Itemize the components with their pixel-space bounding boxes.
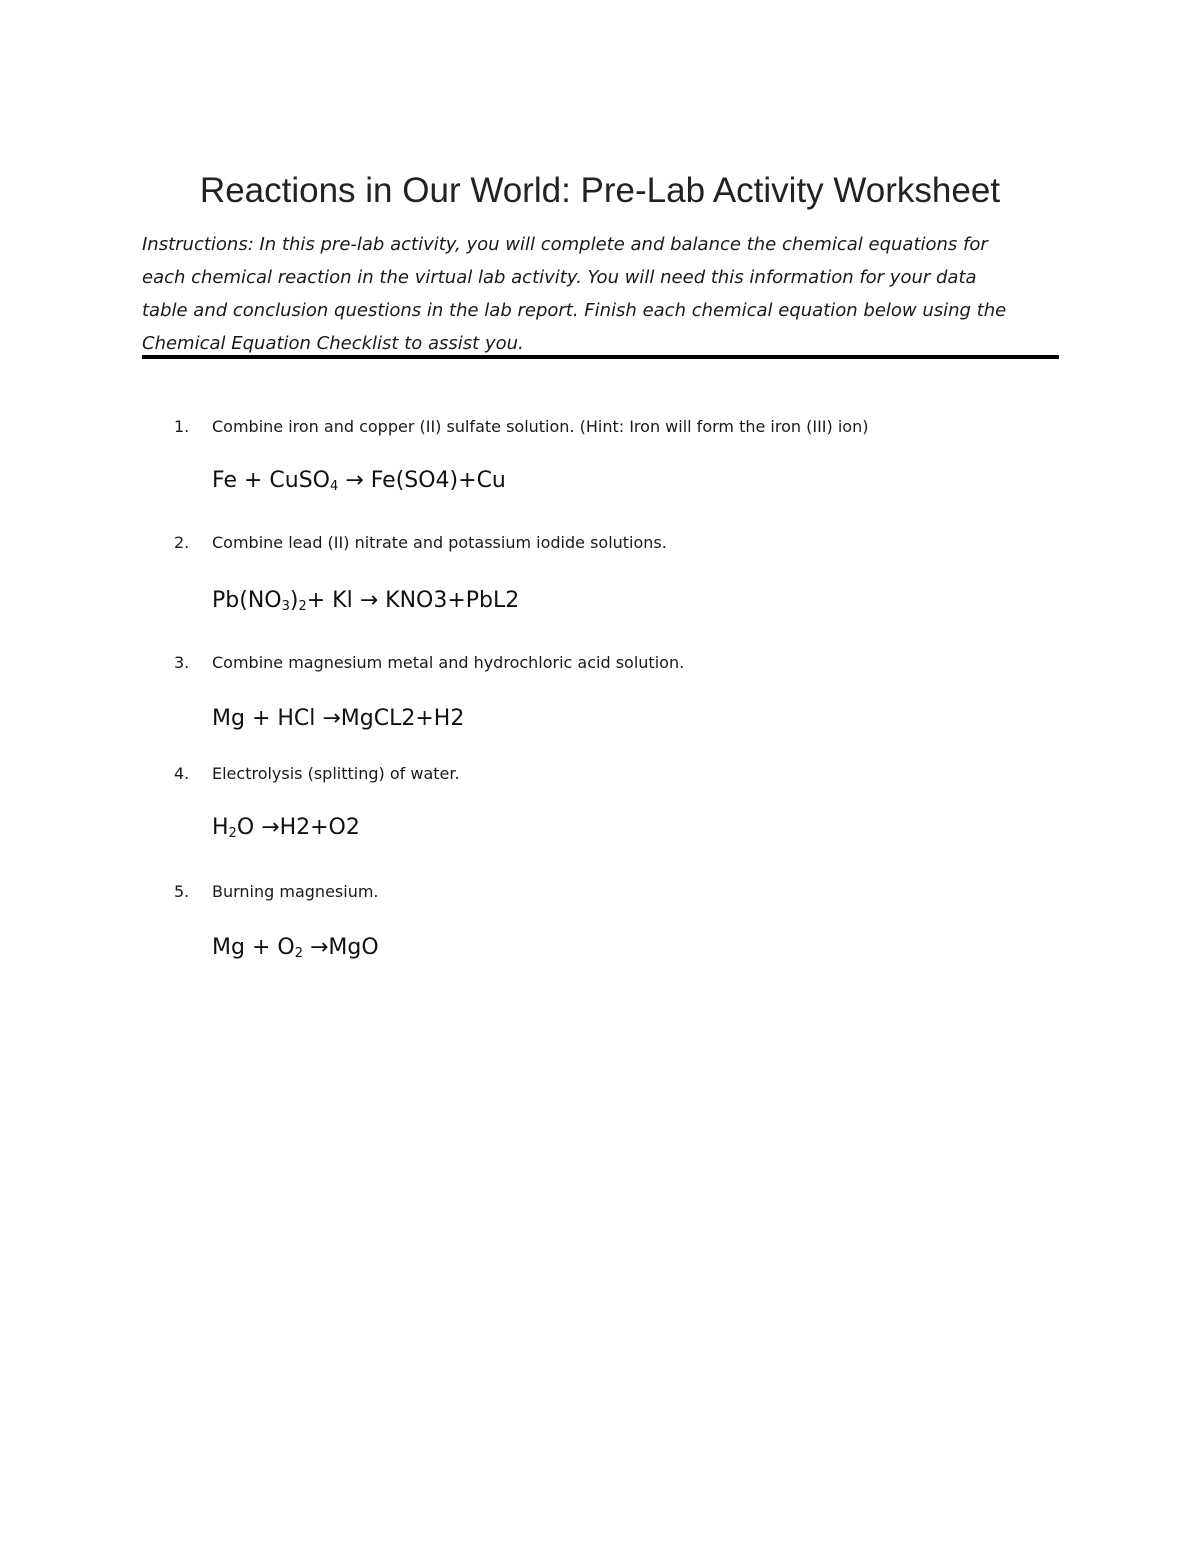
instructions-line: each chemical reaction in the virtual lab activity. You will need this information for your data (142, 267, 977, 288)
equation-part: Mg + HCl →MgCL2+H2 (212, 706, 465, 731)
equation-subscript: 2 (228, 826, 237, 841)
item-number: 4. (174, 764, 190, 783)
item-prompt: Combine iron and copper (II) sulfate solution. (Hint: Iron will form the iron (III) ion) (212, 417, 869, 436)
item-number: 3. (174, 653, 190, 672)
item-number: 1. (174, 417, 190, 436)
equation-part: → Fe(SO4)+Cu (338, 468, 506, 493)
section-divider (142, 355, 1059, 359)
instructions-line: table and conclusion questions in the lab report. Finish each chemical equation below using the (142, 300, 1007, 321)
equation-part: Fe + CuSO (212, 468, 330, 493)
instructions-line: Chemical Equation Checklist to assist you. (142, 333, 524, 354)
equation-part: + Kl → KNO3+PbL2 (306, 588, 520, 613)
equation-subscript: 2 (298, 599, 307, 614)
equation-part: H (212, 815, 229, 840)
page-title: Reactions in Our World: Pre-Lab Activity Worksheet (199, 171, 1001, 210)
chemical-equation (212, 588, 519, 614)
item-prompt: Combine magnesium metal and hydrochloric acid solution. (212, 653, 685, 672)
item-prompt: Electrolysis (splitting) of water. (212, 764, 460, 783)
equation-part: O →H2+O2 (236, 815, 360, 840)
equation-subscript: 2 (294, 946, 303, 961)
item-prompt: Burning magnesium. (212, 882, 379, 901)
chemical-equation (212, 468, 506, 494)
instructions-line: Instructions: In this pre-lab activity, you will complete and balance the chemical equations for (142, 234, 988, 255)
item-number: 5. (174, 882, 190, 901)
instructions (142, 228, 1058, 360)
equation-subscript: 4 (330, 479, 339, 494)
chemical-equation (212, 935, 379, 961)
chemical-equation (212, 815, 360, 841)
item-number: 2. (174, 533, 190, 552)
equation-part: Mg + O (212, 935, 295, 960)
equation-part: →MgO (302, 935, 379, 960)
equation-subscript: 3 (281, 599, 290, 614)
chemical-equation (212, 706, 464, 731)
item-prompt: Combine lead (II) nitrate and potassium iodide solutions. (212, 533, 667, 552)
equation-part: Pb(NO (212, 588, 282, 613)
equation-part: ) (289, 588, 299, 613)
